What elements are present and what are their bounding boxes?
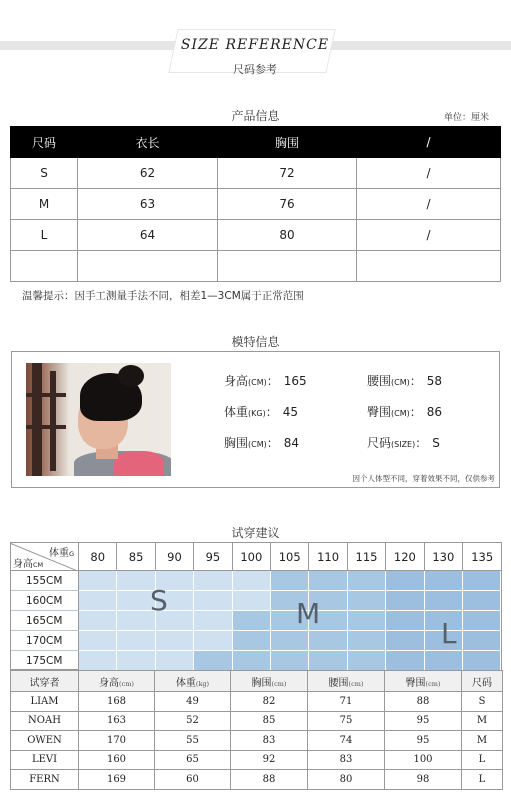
table-cell <box>11 251 78 282</box>
corner-height-label: 身高CM <box>13 559 44 570</box>
zone-cell-l <box>425 651 463 671</box>
model-shirt-pink <box>114 451 164 476</box>
table-row <box>11 692 503 712</box>
zone-label-m: M <box>296 597 321 630</box>
weight-col-105: 105 <box>271 543 309 571</box>
window-frame <box>50 371 56 471</box>
table-cell: S <box>462 692 503 712</box>
table-row <box>11 770 503 790</box>
table-cell: 60 <box>155 770 231 790</box>
table-cell: M <box>462 711 503 731</box>
zone-cell-m <box>348 631 386 651</box>
header-title-cn: 尺码参考 <box>233 63 277 76</box>
zone-cell-m <box>271 631 309 651</box>
zone-cell-s <box>233 571 271 591</box>
table-cell: LIAM <box>11 692 79 712</box>
table-cell: NOAH <box>11 711 79 731</box>
wearer-col-header: 胸围(cm) <box>231 671 308 692</box>
height-row-175CM: 175CM <box>11 651 79 671</box>
table-cell: L <box>11 220 78 251</box>
weight-col-135: 135 <box>471 550 494 564</box>
table-cell: 80 <box>308 770 385 790</box>
table-cell: 160 <box>79 750 155 770</box>
table-cell: S <box>11 158 78 189</box>
model-bust: 胸围(CM)： 84 <box>224 436 300 450</box>
table-row <box>11 158 501 189</box>
zone-cell-s <box>79 651 117 671</box>
grid-corner <box>11 543 79 571</box>
model-info-title: 模特信息 <box>231 335 280 349</box>
table-row <box>11 731 503 751</box>
zone-cell-s <box>79 631 117 651</box>
table-cell: M <box>462 731 503 751</box>
table-cell <box>357 251 501 282</box>
table-cell <box>218 251 357 282</box>
table-row <box>11 251 501 282</box>
table-cell: 168 <box>79 692 155 712</box>
zone-cell-l <box>386 591 424 611</box>
zone-cell-s <box>194 611 232 631</box>
table-cell: 88 <box>231 770 308 790</box>
header-title-en: SIZE REFERENCE <box>180 37 330 53</box>
zone-cell-l <box>463 591 501 611</box>
zone-cell-s <box>194 631 232 651</box>
window-frame <box>32 363 42 476</box>
wearer-col-header: 尺码 <box>462 671 503 692</box>
model-height: 身高(CM)： 165 <box>224 374 307 388</box>
window-frame <box>26 393 66 397</box>
zone-cell-s <box>117 631 155 651</box>
table-cell: 63 <box>78 189 218 220</box>
zone-cell-m <box>233 611 271 631</box>
table-cell: 92 <box>231 750 308 770</box>
zone-cell-m <box>348 651 386 671</box>
zone-cell-l <box>463 611 501 631</box>
table-row <box>11 220 501 251</box>
product-info-title: 产品信息 <box>231 109 280 123</box>
weight-col-95: 95 <box>194 543 232 571</box>
height-row-160CM: 160CM <box>11 591 79 611</box>
wearer-table-header <box>11 671 503 692</box>
table-cell: 95 <box>385 711 462 731</box>
zone-cell-m <box>309 651 347 671</box>
zone-cell-s <box>117 651 155 671</box>
table-cell: 100 <box>385 750 462 770</box>
table-cell: / <box>357 189 501 220</box>
zone-cell-l <box>425 591 463 611</box>
zone-cell-l <box>463 651 501 671</box>
weight-col-110: 110 <box>309 543 347 571</box>
table-cell: 98 <box>385 770 462 790</box>
height-row-155CM: 155CM <box>11 571 79 591</box>
zone-cell-l <box>386 631 424 651</box>
table-cell: 83 <box>308 750 385 770</box>
table-cell: 170 <box>79 731 155 751</box>
zone-cell-l <box>463 571 501 591</box>
table-cell: 82 <box>231 692 308 712</box>
zone-cell-l <box>425 571 463 591</box>
zone-cell-m <box>271 651 309 671</box>
weight-header-row <box>11 543 501 571</box>
table-cell: 88 <box>385 692 462 712</box>
product-size-table <box>10 126 501 282</box>
weight-col-115: 115 <box>348 543 386 571</box>
zone-cell-m <box>348 571 386 591</box>
table-cell: 72 <box>218 158 357 189</box>
unit-label: 单位：厘米 <box>443 113 489 123</box>
table-cell: 55 <box>155 731 231 751</box>
zone-cell-s <box>194 591 232 611</box>
table-cell: / <box>357 158 501 189</box>
zone-cell-m <box>233 631 271 651</box>
zone-cell-m <box>348 591 386 611</box>
zone-cell-m <box>348 611 386 631</box>
table-cell: 76 <box>218 189 357 220</box>
wearer-col-header: 体重(kg) <box>155 671 231 692</box>
zone-cell-l <box>463 631 501 651</box>
table-cell: 64 <box>78 220 218 251</box>
zone-cell-s <box>79 591 117 611</box>
model-photo <box>26 363 171 476</box>
weight-col-90: 90 <box>156 543 194 571</box>
zone-cell-s <box>156 631 194 651</box>
zone-cell-m <box>271 571 309 591</box>
table-row <box>11 189 501 220</box>
table-cell: L <box>462 770 503 790</box>
zone-cell-s <box>79 611 117 631</box>
height-row-170CM: 170CM <box>11 631 79 651</box>
col-bust: 胸围 <box>218 127 357 158</box>
weight-col-120: 120 <box>386 543 424 571</box>
zone-cell-l <box>386 611 424 631</box>
table-row <box>11 711 503 731</box>
table-cell: 49 <box>155 692 231 712</box>
model-note: 因个人体型不同，穿着效果不同，仅供参考 <box>352 474 495 483</box>
zone-label-s: S <box>150 584 168 617</box>
wearer-col-header: 臀围(cm) <box>385 671 462 692</box>
model-weight: 体重(KG)： 45 <box>224 405 298 419</box>
zone-cell-l <box>386 651 424 671</box>
model-info-box <box>11 351 500 488</box>
table-cell: L <box>462 750 503 770</box>
wearer-col-header: 试穿者 <box>11 671 79 692</box>
table-cell: 62 <box>78 158 218 189</box>
measurement-tip: 温馨提示：因手工测量手法不同，相差1—3CM属于正常范围 <box>22 290 304 302</box>
table-cell: LEVI <box>11 750 79 770</box>
zone-cell-m <box>233 651 271 671</box>
table-cell: 163 <box>79 711 155 731</box>
model-waist: 腰围(CM)： 58 <box>367 374 443 388</box>
product-table-header <box>11 127 501 158</box>
table-cell: 65 <box>155 750 231 770</box>
table-cell: FERN <box>11 770 79 790</box>
table-cell: OWEN <box>11 731 79 751</box>
table-cell: 52 <box>155 711 231 731</box>
table-cell: 75 <box>308 711 385 731</box>
model-hair-bun <box>118 365 144 387</box>
zone-cell-m <box>309 631 347 651</box>
col-length: 衣长 <box>78 127 218 158</box>
weight-col-85: 85 <box>117 543 155 571</box>
wearer-table <box>10 670 503 790</box>
weight-col-80: 80 <box>79 543 117 571</box>
table-cell: 80 <box>218 220 357 251</box>
col-extra: / <box>357 127 501 158</box>
wearer-col-header: 身高(cm) <box>79 671 155 692</box>
size-reference-header <box>0 27 511 75</box>
zone-cell-s <box>156 651 194 671</box>
table-cell: / <box>357 220 501 251</box>
table-cell: 85 <box>231 711 308 731</box>
corner-weight-label: 体重G <box>48 548 74 559</box>
table-cell <box>78 251 218 282</box>
table-cell: 83 <box>231 731 308 751</box>
col-size: 尺码 <box>11 127 78 158</box>
zone-cell-m <box>194 651 232 671</box>
zone-cell-s <box>194 571 232 591</box>
zone-cell-m <box>309 571 347 591</box>
zone-cell-s <box>233 591 271 611</box>
zone-label-l: L <box>441 617 457 650</box>
window-frame <box>26 425 66 429</box>
table-cell: M <box>11 189 78 220</box>
table-cell: 169 <box>79 770 155 790</box>
model-size: 尺码(SIZE)： S <box>367 436 440 450</box>
fitting-title: 试穿建议 <box>231 526 280 540</box>
table-row <box>11 750 503 770</box>
zone-cell-s <box>79 571 117 591</box>
fitting-grid <box>10 542 502 670</box>
table-cell: 71 <box>308 692 385 712</box>
model-hip: 臀围(CM)： 86 <box>367 405 443 419</box>
weight-col-130: 130 <box>425 543 463 571</box>
zone-cell-l <box>386 571 424 591</box>
table-cell: 95 <box>385 731 462 751</box>
weight-col-100: 100 <box>233 543 271 571</box>
wearer-col-header: 腰围(cm) <box>308 671 385 692</box>
table-cell: 74 <box>308 731 385 751</box>
height-row-165CM: 165CM <box>11 611 79 631</box>
